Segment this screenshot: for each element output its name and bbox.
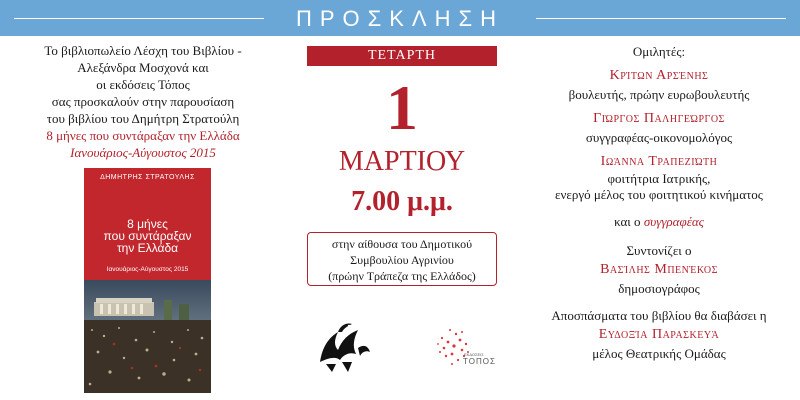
book-title: 8 μήνες που συντάραξαν την Ελλάδα [46, 128, 240, 143]
speaker-2-role: συγγραφέας-οικονομολόγος [585, 130, 733, 145]
publisher-name: ΤΟΠΟΣ [463, 357, 496, 366]
author-prefix: και ο [614, 214, 644, 229]
event-venue [307, 232, 497, 286]
bird-emblem-icon [312, 318, 372, 374]
book-cover [84, 168, 211, 393]
coordinator-role: δημοσιογράφος [618, 281, 700, 296]
speaker-3-role-2: ενεργό μέλος του φοιτητικού κινήματος [555, 187, 763, 202]
event-day: ΤΕΤΑΡΤΗ [307, 46, 497, 66]
page-title: ΠΡΟΣΚΛΗΣΗ [295, 6, 505, 31]
book-cover-author: ΔΗΜΗΤΡΗΣ ΣΤΡΑΤΟΥΛΗΣ [100, 174, 195, 181]
reader-role: μέλος Θεατρικής Ομάδας [592, 346, 726, 361]
book-cover-title-line-1: 8 μήνες [127, 217, 168, 231]
speaker-3-name: Ιωάννα Τραπεζιώτη [600, 154, 718, 169]
venue-line-1: στην αίθουσα του Δημοτικού [331, 237, 473, 251]
event-date-number: 1 [386, 72, 418, 143]
invite-line-5: του βιβλίου του Δημήτρη Στρατούλη [46, 111, 240, 126]
book-cover-photo [84, 280, 211, 393]
speaker-1-name: Κρίτων Αρσένης [609, 68, 709, 83]
book-cover-subtitle: Ιανουάριος-Αύγουστος 2015 [106, 266, 189, 273]
author-line [528, 212, 790, 231]
reading-label: Αποσπάσματα του βιβλίου θα διαβάσει η [551, 308, 767, 323]
invite-line-4: σας προσκαλούν στην παρουσίαση [51, 94, 235, 109]
speakers-list [528, 42, 790, 363]
speaker-3-role-1: φοιτήτρια Ιατρικής, [607, 171, 711, 186]
speakers-heading: Ομιλητές: [632, 44, 686, 59]
publisher-topos-logo [432, 322, 496, 372]
author-label: συγγραφέας [643, 214, 704, 229]
reader-name: Ευδοξία Παρασκευά [598, 327, 720, 342]
venue-line-3: (πρώην Τράπεζα της Ελλάδος) [328, 269, 476, 283]
book-cover-title-line-2: που συντάραξαν [103, 229, 192, 243]
invite-line-2: Αλεξάνδρα Μοσχονά και [77, 60, 209, 75]
header-bar [0, 0, 800, 36]
publisher-small-label: ΕΚΔΟΣΕΙΣ [464, 352, 484, 357]
book-cover-title-line-3: την Ελλάδα [116, 241, 179, 255]
invite-line-1: Το βιβλιοπωλείο Λέσχη του Βιβλίου - [44, 43, 242, 58]
invite-line-3: οι εκδόσεις Τόπος [96, 77, 190, 92]
speaker-1-role: βουλευτής, πρώην ευρωβουλευτής [568, 87, 750, 102]
venue-line-2: Συμβουλίου Αγρινίου [350, 253, 454, 267]
coordinator-label: Συντονίζει ο [626, 243, 692, 258]
coordinator-name: Βασίλης Μπενέκος [600, 262, 718, 277]
event-month: ΜΑΡΤΙΟΥ [338, 146, 466, 177]
speaker-2-name: Γιώργος Παληγεώργος [593, 111, 725, 126]
event-time: 7.00 μ.μ. [351, 186, 453, 217]
book-dates: Ιανουάριος-Αύγουστος 2015 [70, 145, 216, 160]
book-cover-title [84, 218, 211, 254]
invitation-text [8, 42, 278, 161]
